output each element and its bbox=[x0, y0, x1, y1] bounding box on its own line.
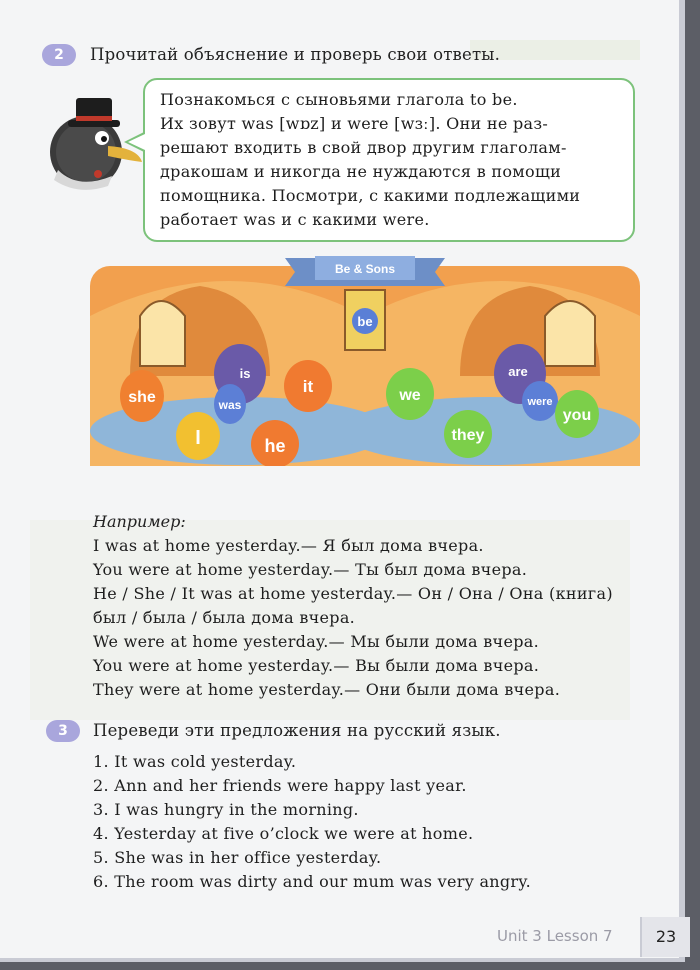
example-line: I was at home yesterday.— Я был дома вчера. bbox=[93, 536, 484, 555]
banner-label: Be & Sons bbox=[334, 262, 396, 276]
was-label: was bbox=[218, 398, 242, 412]
were-label: were bbox=[527, 396, 553, 408]
example-line: They were at home yesterday.— Они были дома вчера. bbox=[93, 680, 561, 699]
be-and-sons-illustration bbox=[90, 256, 640, 466]
bubble-line: дракошам и никогда не нуждаются в помощи bbox=[160, 162, 562, 181]
exercise-number-badge: 3 bbox=[46, 720, 80, 742]
page-number: 23 bbox=[640, 917, 690, 957]
exercise-item: 5. She was in her office yesterday. bbox=[93, 848, 382, 867]
you-label: you bbox=[562, 407, 592, 424]
exercise-number-badge: 2 bbox=[42, 44, 76, 66]
example-line: We were at home yesterday.— Мы были дома вчера. bbox=[93, 632, 539, 651]
i-label: I bbox=[195, 427, 201, 449]
she-label: she bbox=[128, 389, 156, 406]
examples-heading: Например: bbox=[93, 512, 186, 531]
bubble-line: решают входить в свой двор другим глаголам- bbox=[160, 138, 567, 157]
it-label: it bbox=[302, 377, 314, 396]
example-line: You were at home yesterday.— Ты был дома вчера. bbox=[93, 560, 528, 579]
bubble-line: Познакомься с сыновьями глагола to be. bbox=[160, 90, 518, 109]
is-label: is bbox=[239, 366, 251, 381]
father-label: be bbox=[357, 314, 373, 329]
exercise-item: 1. It was cold yesterday. bbox=[93, 752, 297, 771]
example-line: You were at home yesterday.— Вы были дома вчера. bbox=[93, 656, 540, 675]
example-line: He / She / It was at home yesterday.— Он / Она / Она (книга) bbox=[93, 584, 613, 603]
are-label: are bbox=[508, 364, 528, 379]
exercise-instruction: Прочитай объяснение и проверь свои ответы. bbox=[90, 45, 501, 64]
bubble-line: работает was и с какими were. bbox=[160, 210, 430, 229]
he-label: he bbox=[264, 436, 286, 456]
exercise-instruction: Переведи эти предложения на русский язык. bbox=[93, 721, 501, 740]
bubble-line: помощника. Посмотри, с какими подлежащими bbox=[160, 186, 581, 205]
they-label: they bbox=[451, 427, 485, 444]
speech-bubble-tail-inner bbox=[128, 134, 145, 150]
exercise-item: 2. Ann and her friends were happy last year. bbox=[93, 776, 467, 795]
exercise-item: 4. Yesterday at five o’clock we were at home. bbox=[93, 824, 474, 843]
lesson-label: Unit 3 Lesson 7 bbox=[497, 927, 613, 945]
example-line: был / была / была дома вчера. bbox=[93, 608, 356, 627]
we-label: we bbox=[399, 387, 421, 404]
exercise-item: 6. The room was dirty and our mum was very angry. bbox=[93, 872, 531, 891]
bubble-line: Их зовут was [wɒz] и were [wɜː]. Они не раз- bbox=[160, 114, 549, 133]
exercise-item: 3. I was hungry in the morning. bbox=[93, 800, 359, 819]
